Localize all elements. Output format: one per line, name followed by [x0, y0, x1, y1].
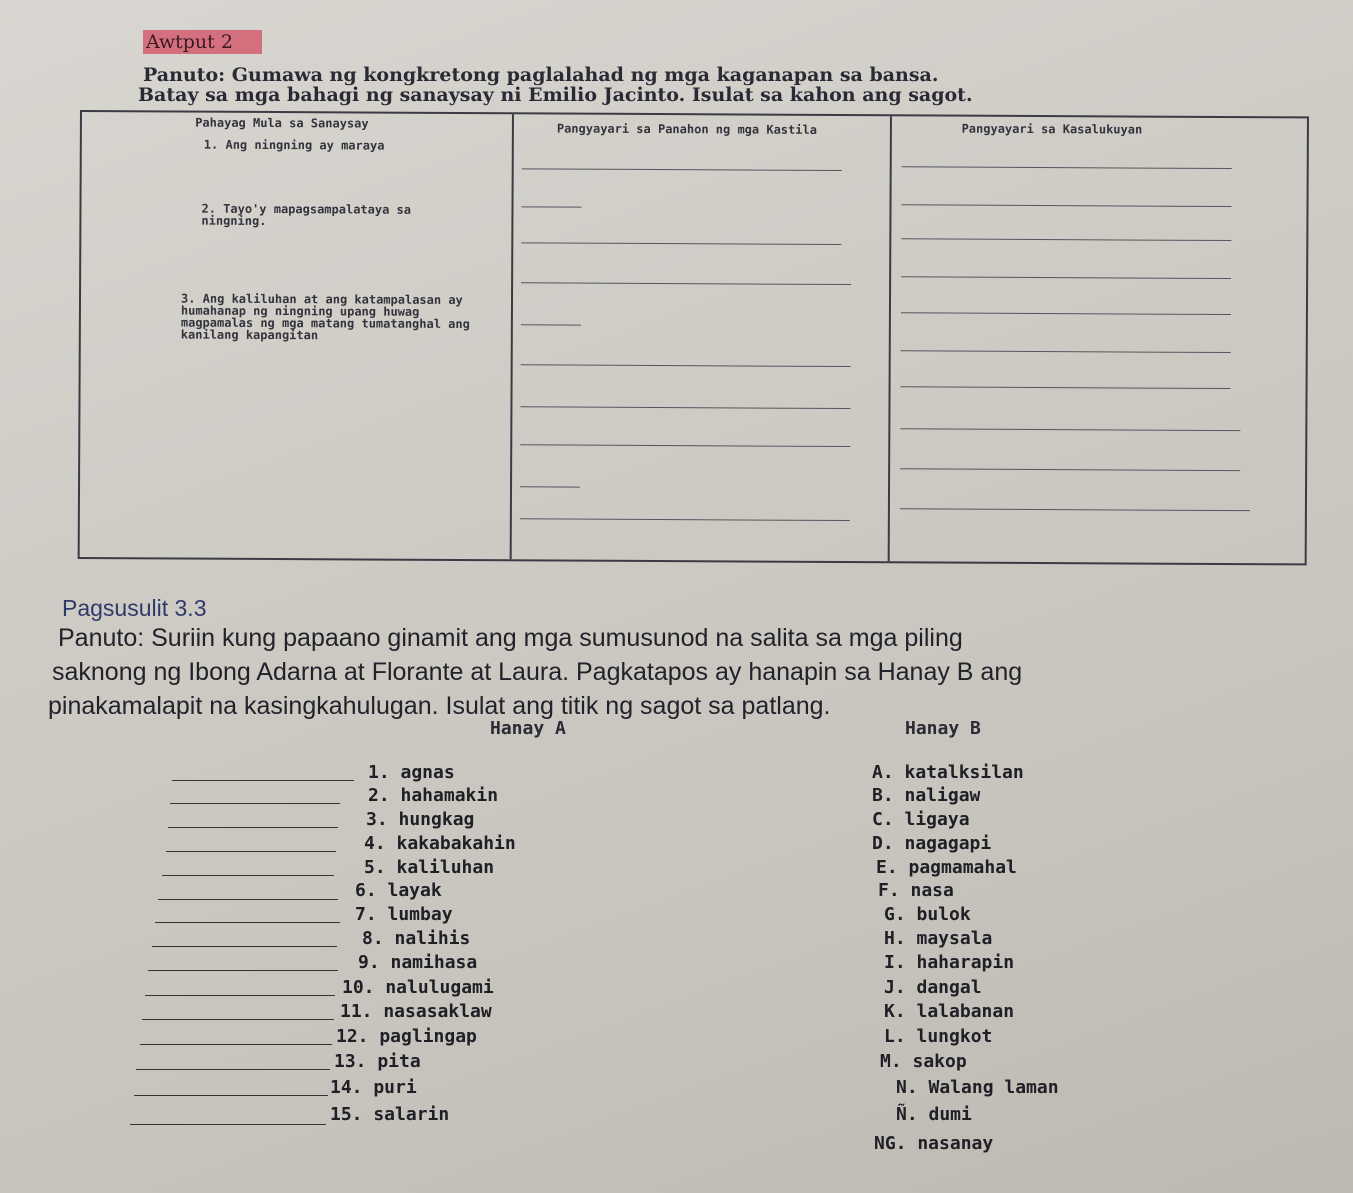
answer-line[interactable]: [130, 1124, 326, 1125]
answer-blank[interactable]: [522, 168, 842, 171]
answer-line[interactable]: [140, 1044, 332, 1045]
list-item: 15. salarin: [330, 1104, 450, 1125]
row-number: 1.: [203, 137, 219, 152]
answer-blank[interactable]: [900, 428, 1240, 431]
list-item: N. Walang laman: [896, 1077, 1059, 1098]
output-label: Awtput 2: [143, 30, 262, 54]
row-text: Ang ningning ay maraya: [225, 137, 385, 153]
list-item: 11. nasasaklaw: [340, 1001, 492, 1022]
answer-blank[interactable]: [901, 350, 1231, 353]
list-item: H. maysala: [884, 928, 993, 949]
answer-blank[interactable]: [521, 364, 851, 367]
answer-blank[interactable]: [901, 238, 1231, 241]
table-divider: [510, 114, 514, 559]
answer-line[interactable]: [148, 970, 338, 971]
answer-blank[interactable]: [520, 486, 580, 487]
list-item: 12. paglingap: [336, 1026, 477, 1047]
answer-blank[interactable]: [900, 508, 1250, 511]
list-item: 8. nalihis: [362, 928, 471, 949]
answer-line[interactable]: [166, 851, 336, 852]
answer-blank[interactable]: [521, 206, 581, 207]
answer-line[interactable]: [158, 899, 338, 900]
list-item: 6. layak: [355, 880, 442, 901]
answer-blank[interactable]: [521, 242, 841, 245]
list-item: 2. hahamakin: [368, 785, 499, 806]
section-instruction-2: saknong ng Ibong Adarna at Florante at Laura. Pagkatapos ay hanapin sa Hanay B ang: [52, 658, 1023, 686]
list-item: L. lungkot: [884, 1026, 993, 1047]
list-item: I. haharapin: [884, 952, 1015, 973]
list-item: 3. hungkag: [366, 809, 475, 830]
answer-blank[interactable]: [520, 406, 850, 409]
activity-table: [78, 110, 1309, 565]
answer-blank[interactable]: [901, 386, 1231, 389]
list-item: J. dangal: [884, 977, 982, 998]
list-item: F. nasa: [878, 880, 954, 901]
answer-blank[interactable]: [900, 468, 1240, 471]
list-item: G. bulok: [884, 904, 971, 925]
list-item: 5. kaliluhan: [364, 857, 495, 878]
answer-blank[interactable]: [902, 166, 1232, 169]
answer-line[interactable]: [172, 780, 354, 781]
list-item: C. ligaya: [872, 809, 970, 830]
list-item: K. lalabanan: [884, 1001, 1015, 1022]
section-instruction-3: pinakamalapit na kasingkahulugan. Isulat ang titik ng sagot sa patlang.: [48, 692, 831, 720]
answer-line[interactable]: [142, 1019, 334, 1020]
answer-line[interactable]: [170, 803, 340, 804]
instruction-line-1: Panuto: Gumawa ng kongkretong paglalahad ng mga kaganapan sa bansa.: [143, 64, 939, 86]
answer-blank[interactable]: [901, 276, 1231, 279]
table-row-2: [201, 203, 471, 228]
list-item: 7. lumbay: [355, 904, 453, 925]
answer-line[interactable]: [168, 827, 338, 828]
list-item: D. nagagapi: [872, 833, 992, 854]
table-row-1: [204, 139, 464, 152]
hanay-a-title: Hanay A: [490, 718, 566, 739]
list-item: E. pagmamahal: [876, 857, 1017, 878]
list-item: 9. namihasa: [358, 952, 478, 973]
answer-line[interactable]: [155, 922, 340, 923]
row-number: 3.: [180, 291, 196, 306]
hanay-b-title: Hanay B: [905, 718, 981, 739]
column-header-spanish-era: Pangyayari sa Panahon ng mga Kastila: [556, 121, 817, 137]
section-instruction-1: Panuto: Suriin kung papaano ginamit ang mga sumusunod na salita sa mga piling: [58, 624, 963, 652]
table-divider: [888, 116, 892, 561]
row-text: Tayo'y mapagsampalataya sa ningning.: [201, 201, 412, 228]
list-item: 4. kakabakahin: [364, 833, 516, 854]
answer-blank[interactable]: [521, 282, 851, 285]
answer-blank[interactable]: [902, 204, 1232, 207]
answer-blank[interactable]: [520, 444, 850, 447]
list-item: 1. agnas: [368, 762, 455, 783]
answer-line[interactable]: [145, 995, 335, 996]
row-text: Ang kaliluhan at ang katampalasan ay humahanap ng ningning upang huwag magpamalas ng mga matang tumatanghal ang kanilang kapangitan: [180, 291, 470, 343]
answer-line[interactable]: [134, 1095, 328, 1096]
list-item: 14. puri: [330, 1077, 417, 1098]
table-row-3: [181, 293, 481, 343]
list-item: B. naligaw: [872, 785, 981, 806]
list-item: 10. nalulugami: [342, 977, 494, 998]
section-title: Pagsusulit 3.3: [62, 595, 207, 621]
list-item: M. sakop: [880, 1051, 967, 1072]
column-header-present: Pangyayari sa Kasalukuyan: [961, 121, 1143, 137]
answer-blank[interactable]: [520, 518, 850, 521]
list-item: 13. pita: [334, 1051, 421, 1072]
answer-line[interactable]: [136, 1069, 330, 1070]
list-item: NG. nasanay: [874, 1133, 994, 1154]
list-item: A. katalksilan: [872, 762, 1024, 783]
answer-line[interactable]: [162, 875, 334, 876]
answer-blank[interactable]: [521, 324, 581, 325]
answer-blank[interactable]: [901, 312, 1231, 315]
row-number: 2.: [201, 201, 216, 216]
column-header-statement: Pahayag Mula sa Sanaysay: [195, 115, 369, 131]
list-item: Ñ. dumi: [896, 1104, 972, 1125]
answer-line[interactable]: [152, 946, 337, 947]
instruction-line-2: Batay sa mga bahagi ng sanaysay ni Emilio Jacinto. Isulat sa kahon ang sagot.: [138, 84, 973, 106]
